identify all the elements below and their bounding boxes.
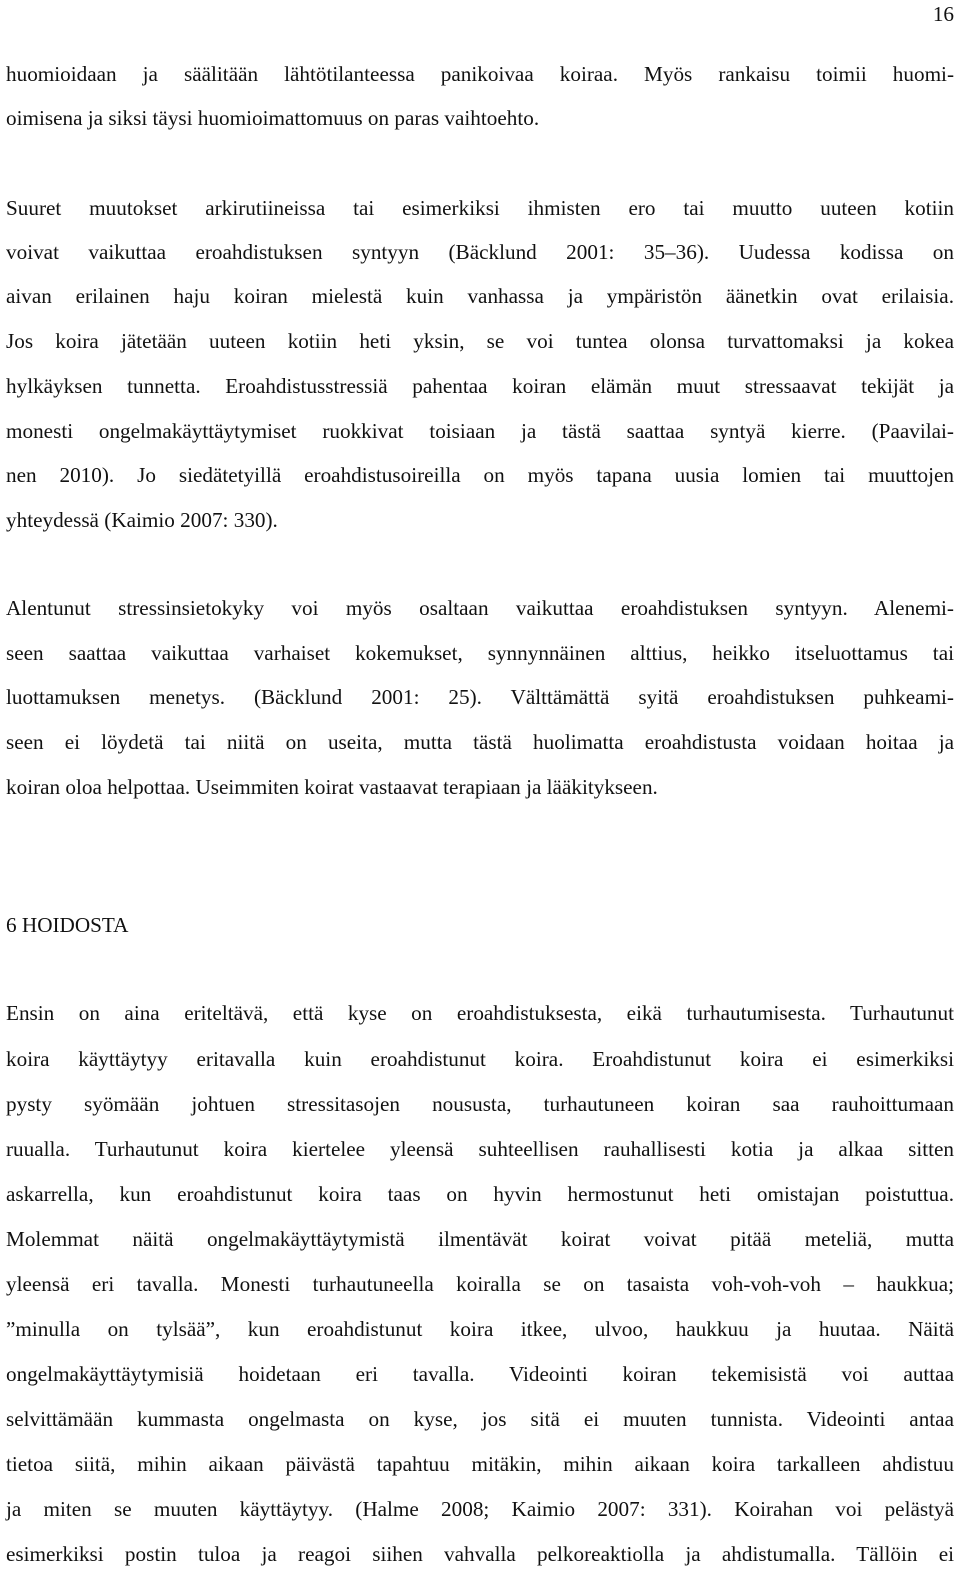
paragraph-line: yleensä eri tavalla. Monesti turhautuneella koiralla se on tasaista voh-voh-voh – haukkua;: [6, 1272, 954, 1296]
paragraph-line: pysty syömään johtuen stressitasojen noususta, turhautuneen koiran saa rauhoittumaan: [6, 1092, 954, 1116]
paragraph-line: luottamuksen menetys. (Bäcklund 2001: 25). Välttämättä syitä eroahdistuksen puhkeami-: [6, 685, 954, 709]
paragraph-line: koiran oloa helpottaa. Useimmiten koirat vastaavat terapiaan ja lääkitykseen.: [6, 775, 658, 799]
paragraph-line: nen 2010). Jo siedätetyillä eroahdistusoireilla on myös tapana uusia lomien tai muuttojen: [6, 463, 954, 487]
paragraph-line: huomioidaan ja säälitään lähtötilanteessa panikoivaa koiraa. Myös rankaisu toimii huomi-: [6, 62, 954, 86]
paragraph-line: Alentunut stressinsietokyky voi myös osaltaan vaikuttaa eroahdistuksen syntyyn. Alenemi-: [6, 596, 954, 620]
paragraph-line: seen saattaa vaikuttaa varhaiset kokemukset, synnynnäinen alttius, heikko itseluottamus tai: [6, 641, 954, 665]
paragraph-line: Molemmat näitä ongelmakäyttäytymistä ilmentävät koirat voivat pitää meteliä, mutta: [6, 1227, 954, 1251]
paragraph-line: tietoa siitä, mihin aikaan päivästä tapahtuu mitäkin, mihin aikaan koira tarkalleen ahdistuu: [6, 1452, 954, 1476]
paragraph-line: ongelmakäyttäytymisiä hoidetaan eri tavalla. Videointi koiran tekemisistä voi auttaa: [6, 1362, 954, 1386]
paragraph-line: aivan erilainen haju koiran mielestä kuin vanhassa ja ympäristön äänetkin ovat erilaisia.: [6, 284, 954, 308]
paragraph-line: ja miten se muuten käyttäytyy. (Halme 2008; Kaimio 2007: 331). Koirahan voi pelästyä: [6, 1497, 954, 1521]
paragraph-line: Suuret muutokset arkirutiineissa tai esimerkiksi ihmisten ero tai muutto uuteen kotiin: [6, 196, 954, 220]
section-heading: 6 HOIDOSTA: [6, 913, 129, 937]
paragraph-line: oimisena ja siksi täysi huomioimattomuus on paras vaihtoehto.: [6, 106, 540, 130]
paragraph-line: askarrella, kun eroahdistunut koira taas on hyvin hermostunut heti omistajan poistuttua.: [6, 1182, 954, 1206]
paragraph-line: Ensin on aina eriteltävä, että kyse on eroahdistuksesta, eikä turhautumisesta. Turhautunut: [6, 1001, 954, 1025]
paragraph-line: hylkäyksen tunnetta. Eroahdistusstressiä pahentaa koiran elämän muut stressaavat tekijät ja: [6, 374, 954, 398]
paragraph-line: ruualla. Turhautunut koira kiertelee yleensä suhteellisen rauhallisesti kotia ja alkaa sitten: [6, 1137, 954, 1161]
paragraph-line: ”minulla on tylsää”, kun eroahdistunut koira itkee, ulvoo, haukkuu ja huutaa. Näitä: [6, 1317, 954, 1341]
paragraph-line: yhteydessä (Kaimio 2007: 330).: [6, 508, 278, 532]
paragraph-line: voivat vaikuttaa eroahdistuksen syntyyn (Bäcklund 2001: 35–36). Uudessa kodissa on: [6, 240, 954, 264]
paragraph-line: monesti ongelmakäyttäytymiset ruokkivat toisiaan ja tästä saattaa syntyä kierre. (Paavilai-: [6, 419, 954, 443]
paragraph-line: seen ei löydetä tai niitä on useita, mutta tästä huolimatta eroahdistusta voidaan hoitaa ja: [6, 730, 954, 754]
paragraph-line: selvittämään kummasta ongelmasta on kyse, jos sitä ei muuten tunnista. Videointi antaa: [6, 1407, 954, 1431]
paragraph-line: esimerkiksi postin tuloa ja reagoi siihen vahvalla pelkoreaktiolla ja ahdistumalla. Tällöin ei: [6, 1542, 954, 1566]
paragraph-line: koira käyttäytyy eritavalla kuin eroahdistunut koira. Eroahdistunut koira ei esimerkiksi: [6, 1047, 954, 1071]
page-number: 16: [932, 2, 954, 26]
paragraph-line: Jos koira jätetään uuteen kotiin heti yksin, se voi tuntea olonsa turvattomaksi ja kokea: [6, 329, 954, 353]
